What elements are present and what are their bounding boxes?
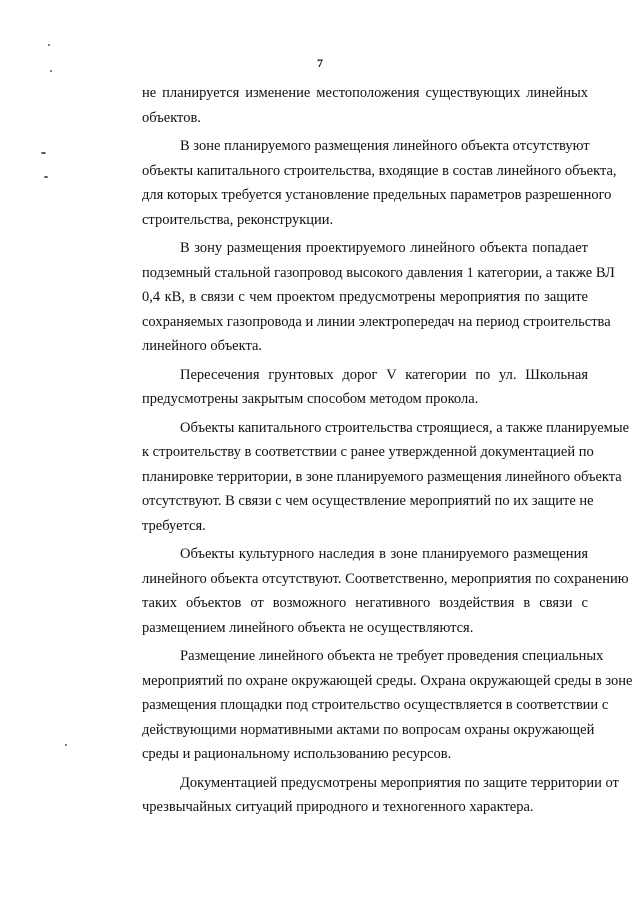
paragraph [104,363,588,412]
text-line: В зоне планируемого размещения линейного объекта отсутствуют [180,138,590,154]
text-line: предусмотрены закрытым способом методом прокола. [142,391,479,407]
text-line: 0,4 кВ, в связи с чем проектом предусмотрены мероприятия по защите [142,289,588,305]
paragraph [104,134,617,232]
scan-speck [65,744,67,746]
text-line: объекты капитального строительства, входящие в состав линейного объекта, [142,162,617,179]
paragraph [104,542,629,640]
text-line: не планируется изменение местоположения существующих линейных [142,85,588,101]
text-line: среды и рациональному использованию ресурсов. [142,746,452,762]
paragraph [104,416,630,539]
document-body [104,81,633,824]
text-line: Документацией предусмотрены мероприятия по защите территории от [180,774,619,791]
text-line: мероприятий по охране окружающей среды. Охрана окружающей среды в зоне [142,672,633,689]
text-line: В зону размещения проектируемого линейного объекта попадает [180,240,588,256]
paragraph [104,236,615,359]
text-line: требуется. [142,517,206,534]
text-line: строительства, реконструкции. [142,211,334,228]
text-line: действующими нормативными актами по вопросам охраны окружающей [142,721,595,738]
text-line: подземный стальной газопровод высокого давления 1 категории, а также ВЛ [142,264,615,281]
scan-speck [50,70,52,72]
text-line: Объекты капитального строительства строящиеся, а также планируемые [180,419,630,436]
scan-speck [44,176,48,178]
text-line: Объекты культурного наследия в зоне планируемого размещения [180,546,588,562]
scan-speck [41,152,46,154]
text-line: таких объектов от возможного негативного воздействия в связи с [142,595,588,611]
paragraph [104,644,633,767]
text-line: планировке территории, в зоне планируемого размещения линейного объекта [142,468,622,485]
text-line: сохраняемых газопровода и линии электропередач на период строительства [142,313,611,330]
text-line: к строительству в соответствии с ранее утвержденной документацией по [142,444,594,460]
text-line: размещением линейного объекта не осуществляются. [142,619,474,636]
text-line: Размещение линейного объекта не требует проведения специальных [180,648,604,664]
paragraph [104,81,588,130]
text-line: чрезвычайных ситуаций природного и техногенного характера. [142,799,534,815]
text-line: для которых требуется установление предельных параметров разрешенного [142,187,612,203]
text-line: размещения площадки под строительство осуществляется в соответствии с [142,697,609,713]
scan-speck [48,44,50,46]
text-line: Пересечения грунтовых дорог V категории по ул. Школьная [180,366,588,383]
text-line: линейного объекта отсутствуют. Соответственно, мероприятия по сохранению [142,570,629,587]
paragraph [104,771,619,820]
text-line: отсутствуют. В связи с чем осуществление мероприятий по их защите не [142,493,594,509]
text-line: линейного объекта. [142,338,263,354]
page-number: 7 [317,56,323,70]
text-line: объектов. [142,109,201,126]
